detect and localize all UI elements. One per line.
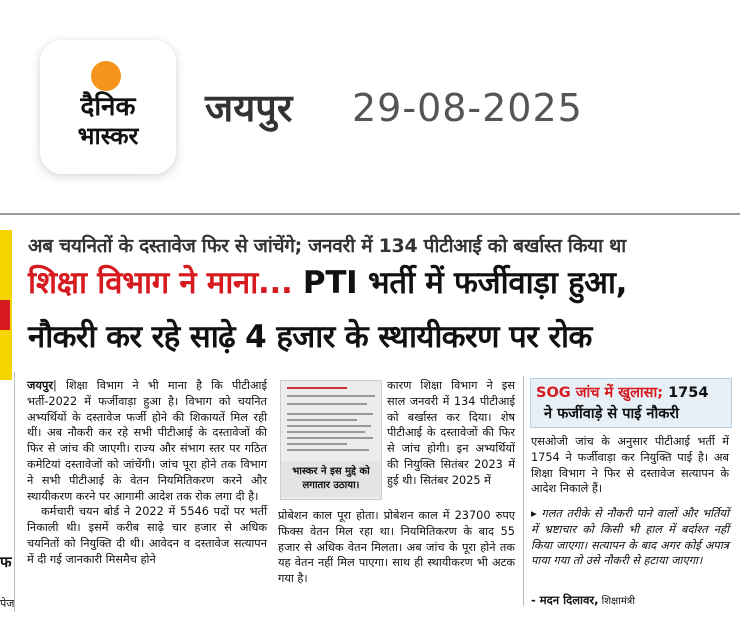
quote-author-role: शिक्षामंत्री xyxy=(598,596,635,607)
column-divider xyxy=(523,376,524,606)
quote-mark-icon: ▸ xyxy=(531,507,542,520)
quote-text: गलत तरीके से नौकरी पाने वालों और भर्तियों में भ्रष्टाचार को किसी भी हाल में बर्दाश्त नहीं किया जाएगा। सत्यापन के बाद अगर कोई अपात्र पाया गया तो उसे नौकरी से हटाया जाएगा। xyxy=(531,507,730,568)
sidebar-body: एसओजी जांच के अनुसार पीटीआई भर्ती में 1754 ने फर्जीवाड़ा कर नियुक्ति पाई है। अब शिक्षा विभाग ने फिर से दस्तावेज सत्यापन के आदेश निकाले हैं। xyxy=(531,435,729,496)
article-column-1 xyxy=(27,378,267,568)
logo-line-1: दैनिक xyxy=(80,92,136,122)
image-text-mark xyxy=(287,449,369,451)
adjacent-text-fragment: फ xyxy=(0,553,12,571)
column-divider xyxy=(14,372,15,612)
quote-attribution xyxy=(531,593,635,608)
image-text-mark xyxy=(287,395,375,397)
dateline: जयपुर xyxy=(27,379,53,392)
image-headline-mark xyxy=(287,387,347,389)
adjacent-text-fragment: पेज xyxy=(0,597,15,610)
quote-author: - मदन दिलावर, xyxy=(531,593,599,607)
image-text-mark xyxy=(287,443,347,445)
paragraph: कर्मचारी चयन बोर्ड ने 2022 में 5546 पदों पर भर्ती निकाली थी। इसमें करीब साढ़े चार हजार से अधिक चयनितों को नियुक्ति दी थी। आवेदन व दस्तावेज सत्यापन में दी गई जानकारी मिसमैच होने xyxy=(27,505,267,566)
image-text-mark xyxy=(287,431,365,433)
adjacent-ad-mark xyxy=(0,300,10,330)
sun-icon xyxy=(91,61,121,91)
sidebar-title-number: 1754 xyxy=(663,385,709,401)
city-name: जयपुर xyxy=(205,86,293,130)
image-text-mark xyxy=(287,437,373,439)
logo-line-2: भास्कर xyxy=(77,122,139,150)
logo xyxy=(40,40,176,174)
paragraph: | शिक्षा विभाग ने भी माना है कि पीटीआई भर्ती-2022 में फर्जीवाड़ा हुआ है। विभाग को चयनित अभ्यर्थियों के दस्तावेज फर्जी होने की शिकायतें मिल रही थीं। अब नौकरी कर रहे सभी पीटीआई के दस्तावेजों की फिर से जांच की जाएगी। राज्य और संभाग स्तर पर गठित कमेटियां दस्तावेजों को जांचेंगी। जांच पूरा होने तक विभाग ने सभी पीटीआई के वेतन नियमितिकरण करने और स्थायीकरण करने पर आगामी आदेश तक रोक लगा दी है। xyxy=(27,379,267,503)
image-caption: भास्कर ने इस मुद्दे को लगातार उठाया। xyxy=(281,461,381,497)
sidebar-title-line-1 xyxy=(536,382,708,402)
kicker: अब चयनितों के दस्तावेज फिर से जांचेंगे; जनवरी में 134 पीटीआई को बर्खास्त किया था xyxy=(28,235,626,257)
news-clipping-image xyxy=(280,380,382,500)
headline-black-part: PTI भर्ती में फर्जीवाड़ा हुआ, xyxy=(292,265,628,301)
image-text-mark xyxy=(287,425,371,427)
edition-date: 29-08-2025 xyxy=(352,86,583,130)
divider xyxy=(0,213,740,215)
article-column-2: कारण शिक्षा विभाग ने इस साल जनवरी में 134 पीटीआई को बर्खास्त कर दिया। शेष पीटीआई के दस्तावेजों की फिर से जांच होगी। इन अभ्यर्थियों की नियुक्ति सितंबर 2023 में हुई थी। सितंबर 2025 में xyxy=(387,379,515,487)
image-text-mark xyxy=(287,403,367,405)
image-text-mark xyxy=(287,413,373,415)
sidebar-title-red: SOG जांच में खुलासा; xyxy=(536,385,664,401)
article-column-2-continued: प्रोबेशन काल पूरा होता। प्रोबेशन काल में 23700 रुपए फिक्स वेतन मिल रहा था। नियमितिकरण के बाद 55 हजार से अधिक वेतन मिलता। अब जांच के पूरा होने तक यह वेतन नहीं मिल पाएगा। साथ ही स्थायीकरण भी अटक गया है। xyxy=(278,509,515,586)
image-text-mark xyxy=(287,419,357,421)
headline-red-part: शिक्षा विभाग ने माना... xyxy=(28,265,293,301)
headline-line-1 xyxy=(28,264,627,302)
minister-quote xyxy=(531,506,729,569)
sidebar-title-line-2: ने फर्जीवाड़े से पाई नौकरी xyxy=(544,406,680,422)
headline-line-2: नौकरी कर रहे साढ़े 4 हजार के स्थायीकरण पर रोक xyxy=(28,319,592,355)
